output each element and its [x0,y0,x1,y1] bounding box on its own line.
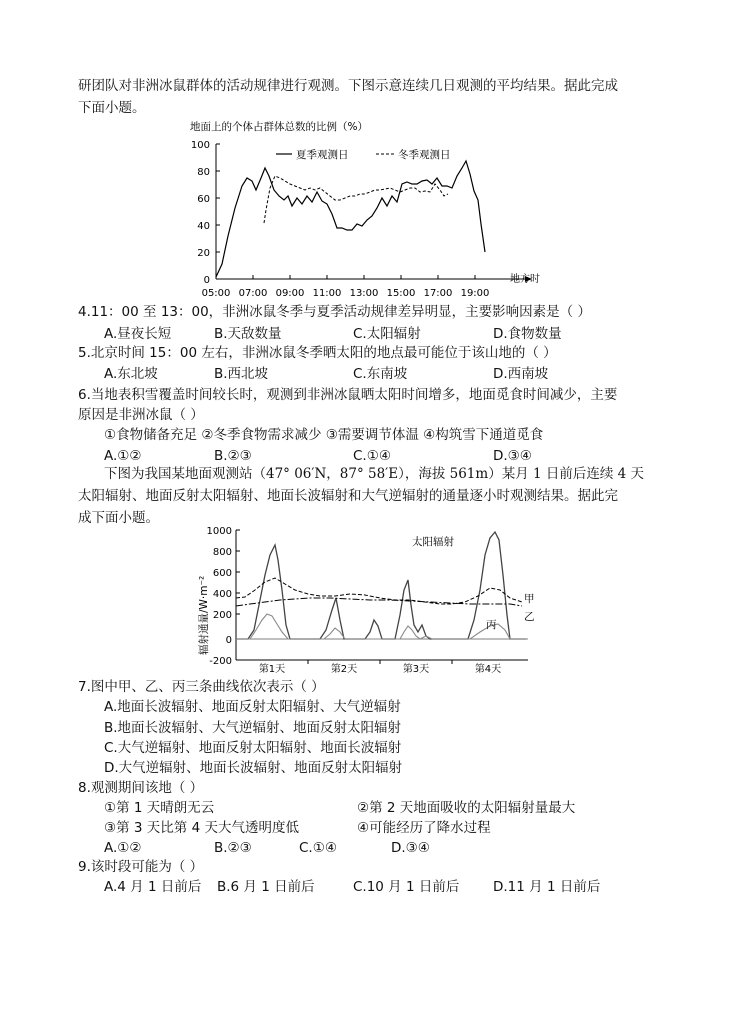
q8-item-2: ②第 2 天地面吸收的太阳辐射量最大 [357,800,576,816]
q5-option-d[interactable]: D.西南坡 [493,366,549,382]
legend-summer: 夏季观测日 [296,149,349,161]
day-label: 第4天 [474,664,502,675]
q8-option-b[interactable]: B.②③ [214,840,252,856]
q8-option-c[interactable]: C.①④ [299,840,337,856]
label-bing: 丙 [486,619,497,631]
x-tick: 15:00 [386,288,416,299]
y-tick: -200 [209,656,232,667]
q6-option-b[interactable]: B.②③ [214,448,252,464]
y-tick: 600 [212,568,232,579]
q8-option-d[interactable]: D.③④ [391,840,430,856]
intro2-line-1: 下图为我国某地面观测站（47° 06′N，87° 58′E），海拔 561m）某月 1 日前后连续 4 天 [104,466,645,482]
q8-stem: 8.观测期间该地（ ） [78,780,204,796]
q5-option-b[interactable]: B.西北坡 [214,366,269,382]
x-tick: 17:00 [423,288,453,299]
q7-stem: 7.图中甲、乙、丙三条曲线依次表示（ ） [78,679,325,695]
solar-radiation-line [236,532,526,639]
y-tick: 200 [212,610,232,621]
y-tick: 0 [203,275,210,286]
q9-option-b[interactable]: B.6 月 1 日前后 [217,879,315,895]
q4-option-d[interactable]: D.食物数量 [493,326,562,342]
x-tick: 19:00 [460,288,490,299]
q5-stem: 5.北京时间 15：00 左右，非洲冰鼠冬季晒太阳的地点最可能位于该山地的（ ） [78,345,557,361]
q5-option-a[interactable]: A.东北坡 [104,366,158,382]
q5-option-c[interactable]: C.东南坡 [353,366,408,382]
q7-option-b[interactable]: B.地面长波辐射、大气逆辐射、地面反射太阳辐射 [104,720,402,736]
q6-stem-1: 6.当地表积雪覆盖时间较长时，观测到非洲冰鼠晒太阳时间增多，地面觅食时间减少，主要 [78,387,618,403]
q8-option-a[interactable]: A.①② [104,840,142,856]
q7-option-a[interactable]: A.地面长波辐射、地面反射太阳辐射、大气逆辐射 [104,699,401,715]
curve-yi [236,598,522,606]
x-tick: 07:00 [238,288,268,299]
legend-winter: 冬季观测日 [398,149,451,161]
q4-option-c[interactable]: C.太阳辐射 [353,326,421,342]
intro-line-2: 下面小题。 [78,100,146,116]
chart1-xlabel: 地方时 [510,274,540,285]
y-tick: 1000 [206,526,232,537]
y-tick: 0 [225,635,232,646]
q7-option-c[interactable]: C.大气逆辐射、地面反射太阳辐射、地面长波辐射 [104,740,402,756]
chart2-ylabel: 辐射通量/W·m⁻² [198,575,210,655]
q9-option-a[interactable]: A.4 月 1 日前后 [104,879,202,895]
x-tick: 11:00 [312,288,342,299]
y-tick: 60 [197,194,210,205]
q9-stem: 9.该时段可能为（ ） [78,859,204,875]
x-tick: 13:00 [349,288,379,299]
x-tick: 05:00 [201,288,231,299]
q4-option-a[interactable]: A.昼夜长短 [104,326,172,342]
x-tick: 09:00 [275,288,305,299]
summer-series-line [216,161,485,277]
q9-option-c[interactable]: C.10 月 1 日前后 [353,879,460,895]
q6-option-d[interactable]: D.③④ [493,448,532,464]
y-tick: 800 [212,547,232,558]
q8-item-4: ④可能经历了降水过程 [357,820,491,836]
intro2-line-3: 成下面小题。 [78,510,159,526]
q4-stem: 4.11：00 至 13：00，非洲冰鼠冬季与夏季活动规律差异明显，主要影响因素是（ ） [78,304,591,320]
q6-stem-2: 原因是非洲冰鼠（ ） [78,407,204,423]
day-label: 第1天 [258,664,286,675]
intro2-line-2: 太阳辐射、地面反射太阳辐射、地面长波辐射和大气逆辐射的通量逐小时观测结果。据此完 [78,488,618,504]
y-tick: 80 [197,167,210,178]
winter-series-line [264,176,448,223]
chart1-ylabel: 地面上的个体占群体总数的比例（%） [190,121,368,133]
q6-option-a[interactable]: A.①② [104,448,142,464]
q9-option-d[interactable]: D.11 月 1 日前后 [493,879,601,895]
y-tick: 100 [190,140,210,151]
radiation-flux-chart [190,520,540,680]
q6-option-c[interactable]: C.①④ [353,448,391,464]
q4-option-b[interactable]: B.天敌数量 [214,326,282,342]
y-tick: 40 [197,221,210,232]
label-jia: 甲 [524,593,535,605]
day-label: 第3天 [402,664,430,675]
day-label: 第2天 [330,664,358,675]
y-tick: 400 [212,589,232,600]
rodent-activity-chart [180,116,560,302]
y-tick: 20 [197,248,210,259]
q8-item-3: ③第 3 天比第 4 天大气透明度低 [104,820,299,836]
label-solar: 太阳辐射 [412,536,454,548]
intro-line-1: 研团队对非洲冰鼠群体的活动规律进行观测。下图示意连续几日观测的平均结果。据此完成 [78,78,618,94]
q7-option-d[interactable]: D.大气逆辐射、地面长波辐射、地面反射太阳辐射 [104,760,403,776]
label-yi: 乙 [524,611,535,623]
q6-items: ①食物储备充足 ②冬季食物需求减少 ③需要调节体温 ④构筑雪下通道觅食 [104,427,544,443]
q8-item-1: ①第 1 天晴朗无云 [104,800,215,816]
